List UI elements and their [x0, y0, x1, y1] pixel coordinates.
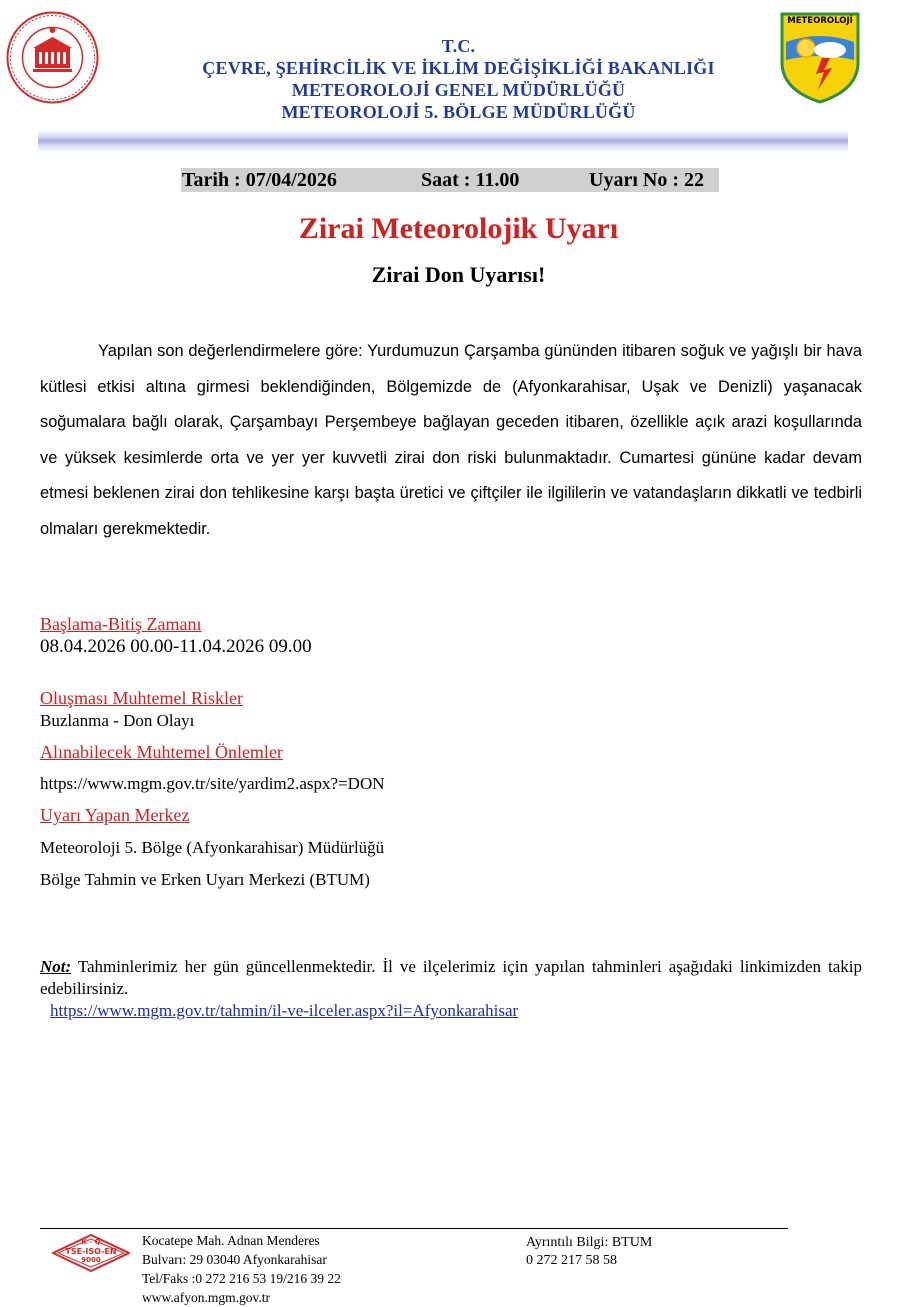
meteoroloji-logo [780, 12, 860, 104]
cert-line-1: K - Q [81, 1238, 101, 1246]
header-regional: METEOROLOJİ 5. BÖLGE MÜDÜRLÜĞÜ [281, 102, 636, 122]
header-ministry: ÇEVRE, ŞEHİRCİLİK VE İKLİM DEĞİŞİKLİĞİ BAKANLIĞI [202, 58, 715, 78]
meteoroloji-logo-text: METEOROLOJİ [787, 16, 853, 26]
page-subtitle: Zirai Don Uyarısı! [371, 262, 546, 287]
note-paragraph [40, 956, 862, 1000]
footer-phone: Tel/Faks :0 272 216 53 19/216 39 22 [142, 1271, 341, 1286]
header-directorate: METEOROLOJİ GENEL MÜDÜRLÜĞÜ [291, 80, 626, 100]
cert-line-3: 9000 [81, 1256, 101, 1264]
center-line-1: Meteoroloji 5. Bölge (Afyonkarahisar) Müdürlüğü [40, 838, 385, 857]
tse-certification-logo [52, 1234, 130, 1272]
footer-info-phone: 0 272 217 58 58 [526, 1253, 617, 1268]
risks-value: Buzlanma - Don Olayı [40, 711, 195, 730]
footer-website: www.afyon.mgm.gov.tr [142, 1290, 270, 1305]
timing-heading: Başlama-Bitiş Zamanı [40, 614, 202, 634]
warning-body: Yapılan son değerlendirmelere göre: Yurdumuzun Çarşamba gününden itibaren soğuk ve yağışlı bir hava kütlesi etkisi altına girmesi beklendiğinden, Bölgemizde de (Afyonkarahisar, Uşak ve Denizli) yaşanacak soğumalara bağlı olarak, Çarşambayı Perşembeye bağlayan geceden itibaren, özellikle açık arazi koşullarında ve yüksek kesimlerde orta ve yer yer kuvvetli zirai don riski bulunmaktadır. Cumartesi gününe kadar devam etmesi beklenen zirai don tehlikesine karşı başta üretici ve çiftçiler ile ilgililerin ve vatandaşların dikkatli ve tedbirli olmaları gerekmektedir. [40, 342, 862, 538]
header-divider-band [38, 130, 848, 152]
page-title: Zirai Meteorolojik Uyarı [298, 212, 619, 245]
footer-address-2: Bulvarı: 29 03040 Afyonkarahisar [142, 1252, 327, 1267]
center-line-2: Bölge Tahmin ve Erken Uyarı Merkezi (BTUM) [40, 870, 370, 889]
measures-value: https://www.mgm.gov.tr/site/yardim2.aspx?=DON [40, 774, 385, 793]
footer-address-1: Kocatepe Mah. Adnan Menderes [142, 1233, 320, 1248]
note-text: Tahminlerimiz her gün güncellenmektedir. İl ve ilçelerimiz için yapılan tahminleri aşağıdaki linkimizden takip edebilirsiniz. [40, 957, 862, 998]
issue-time: Saat : 11.00 [421, 169, 520, 191]
warning-number: Uyarı No : 22 [589, 169, 704, 191]
cert-line-2: TSE-ISO-EN [65, 1247, 117, 1256]
measures-heading: Alınabilecek Muhtemel Önlemler [40, 742, 283, 762]
issue-date: Tarih : 07/04/2026 [182, 169, 337, 191]
header-line-1: T.C. [441, 36, 476, 56]
timing-value: 08.04.2026 00.00-11.04.2026 09.00 [40, 636, 312, 657]
footer-divider [40, 1228, 788, 1229]
footer-info-label: Ayrıntılı Bilgi: BTUM [526, 1235, 653, 1250]
risks-heading: Oluşması Muhtemel Riskler [40, 688, 243, 708]
note-label: Not: [40, 957, 72, 976]
center-heading: Uyarı Yapan Merkez [40, 805, 190, 825]
forecast-link[interactable]: https://www.mgm.gov.tr/tahmin/il-ve-ilceler.aspx?il=Afyonkarahisar [50, 1001, 519, 1020]
